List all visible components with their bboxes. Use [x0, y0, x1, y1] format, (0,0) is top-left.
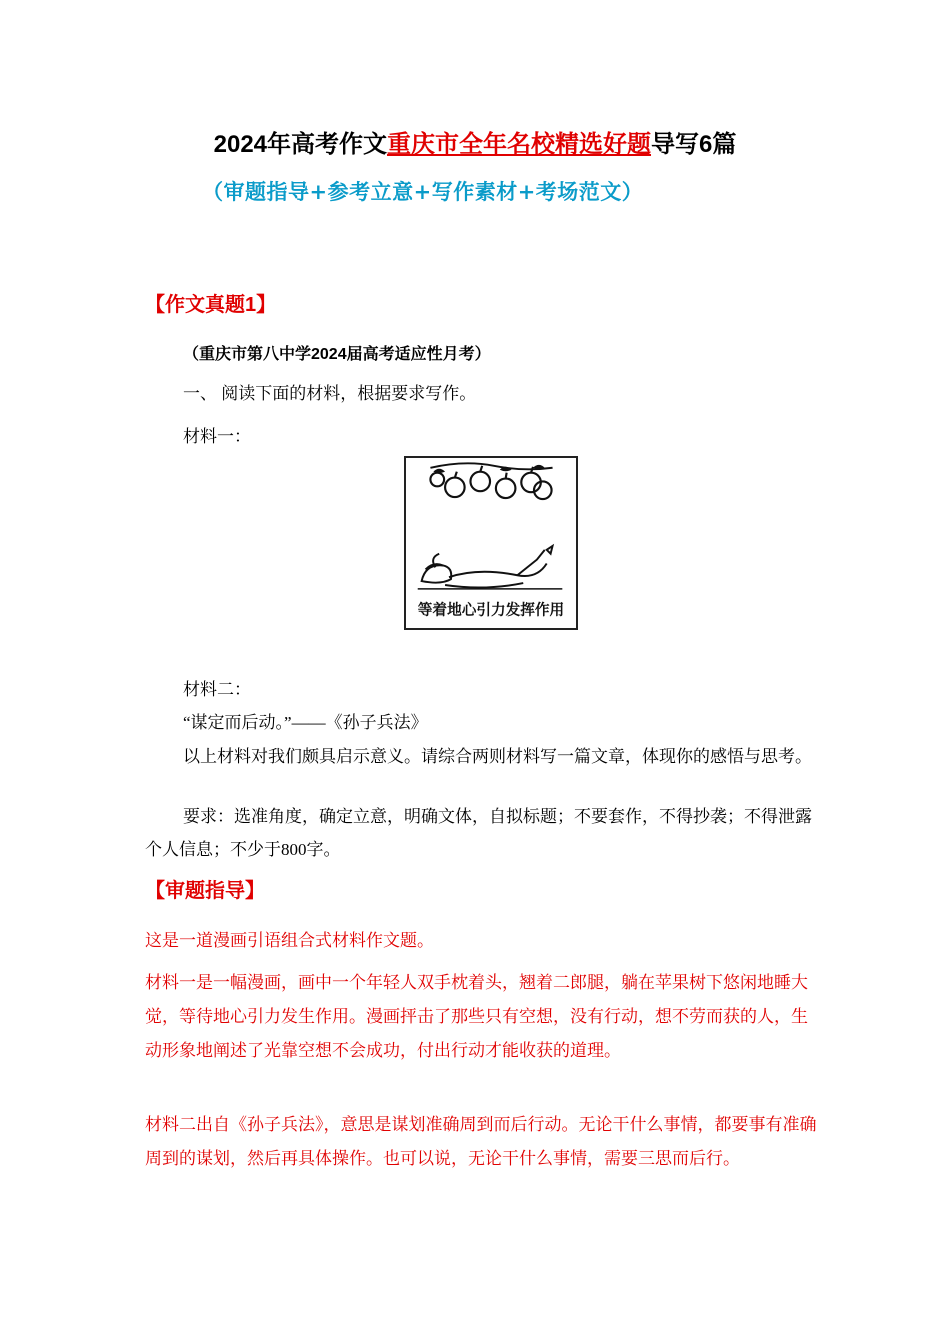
question-source: （重庆市第八中学2024届高考适应性月考）	[183, 346, 491, 363]
guide-paragraph-3: 材料二出自《孙子兵法》，意思是谋划准确周到而后行动。无论干什么事情，都要事有准确周到的谋划，然后再具体操作。也可以说，无论干什么事情，需要三思而后行。	[145, 1115, 817, 1168]
guide-heading: 【审题指导】	[145, 880, 265, 902]
material2-quote: “谋定而后动。”——《孙子兵法》	[183, 713, 428, 732]
question-heading: 【作文真题1】	[145, 294, 277, 316]
material2-label: 材料二：	[183, 680, 251, 699]
prompt-paragraph: 以上材料对我们颇具启示意义。请综合两则材料写一篇文章，体现你的感悟与思考。	[183, 747, 812, 766]
instruction-line: 一、 阅读下面的材料，根据要求写作。	[183, 384, 477, 403]
requirements-paragraph: 要求：选准角度，确定立意，明确文体，自拟标题；不要套作，不得抄袭；不得泄露个人信息；不少于800字。	[145, 807, 812, 859]
title-part2: 导写6篇	[651, 131, 737, 158]
document-subtitle: （审题指导+参考立意+写作素材+考场范文）	[202, 179, 644, 204]
guide-paragraph-1: 这是一道漫画引语组合式材料作文题。	[145, 931, 434, 950]
title-part1: 2024年高考作文	[213, 131, 388, 158]
guide-paragraph-2: 材料一是一幅漫画，画中一个年轻人双手枕着头，翘着二郎腿，躺在苹果树下悠闲地睡大觉，等待地心引力发生作用。漫画抨击了那些只有空想，没有行动，想不劳而获的人，生动形象地阐述了光靠空想不会成功，付出行动才能收获的道理。	[145, 973, 808, 1060]
cartoon-drawing	[406, 458, 576, 628]
material1-label: 材料一：	[183, 427, 251, 446]
document-title	[0, 124, 950, 159]
cartoon-image	[404, 456, 578, 630]
title-highlight: 重庆市全年名校精选好题	[387, 131, 652, 158]
cartoon-caption: 等着地心引力发挥作用	[417, 601, 565, 619]
